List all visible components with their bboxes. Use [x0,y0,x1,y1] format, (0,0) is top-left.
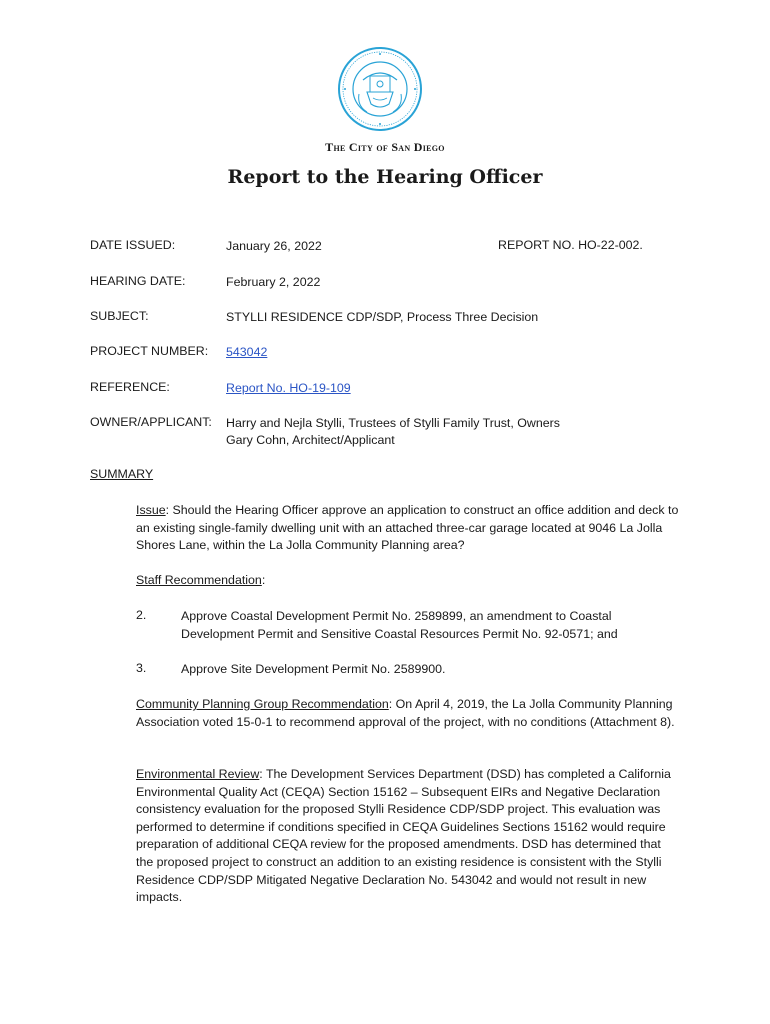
project-number-label: PROJECT NUMBER: [90,344,209,358]
report-number: REPORT NO. HO-22-002. [498,238,643,252]
environmental-review-paragraph [136,766,681,907]
owner-line-2: Gary Cohn, Architect/Applicant [226,433,395,447]
city-name: The City of San Diego [325,140,445,154]
list-item-number: 2. [136,608,147,622]
issue-label: Issue [136,503,166,517]
page-title: Report to the Hearing Officer [227,166,543,188]
reference-link[interactable]: Report No. HO-19-109 [226,381,351,395]
summary-heading: SUMMARY [90,467,154,481]
subject-value: STYLLI RESIDENCE CDP/SDP, Process Three Decision [226,310,539,324]
list-item-number: 3. [136,661,147,675]
env-label: Environmental Review [136,767,260,781]
hearing-date-label: HEARING DATE: [90,274,186,288]
env-text: : The Development Services Department (DSD) has completed a California Environmental Quality Act (CEQA) Section 15162 – Subsequent EIRs and Negative Declaration consistency evaluation for the proposed Stylli Residence CDP/SDP project. This evaluation was performed to determine if conditions specified in CEQA Guidelines Sections 15162 would require preparation of additional CEQA review for the proposed amendments. DSD has determined that the proposed project to construct an addition to an existing residence is consistent with the Stylli Residence CDP/SDP Mitigated Negative Declaration No. 543042 and would not result in new impacts. [136,767,671,905]
staff-recommendation: Staff Recommendation: [136,573,266,587]
cpg-text: : On April 4, 2019, the La Jolla Community Planning Association voted 15-0-1 to recommend approval of the project, with no conditions (Attachment 8). [136,697,675,729]
city-seal-icon [337,46,423,132]
hearing-date-value: February 2, 2022 [226,275,321,289]
staff-label: Staff Recommendation [136,573,262,587]
reference-label: REFERENCE: [90,380,170,394]
owner-label: OWNER/APPLICANT: [90,415,212,429]
issue-paragraph [136,502,681,555]
subject-label: SUBJECT: [90,309,149,323]
date-issued-value: January 26, 2022 [226,239,322,253]
project-number-link[interactable]: 543042 [226,345,268,359]
issue-text: : Should the Hearing Officer approve an application to construct an office addition and deck to an existing single-family dwelling unit with an attached three-car garage located at 9046 La Jolla Shores Lane, within the La Jolla Community Planning area? [136,503,679,553]
list-item-text: Approve Site Development Permit No. 2589900. [181,662,446,676]
cpg-label: Community Planning Group Recommendation [136,697,389,711]
date-issued-label: DATE ISSUED: [90,238,176,252]
owner-line-1: Harry and Nejla Stylli, Trustees of Stylli Family Trust, Owners [226,416,560,430]
list-item-text: Approve Coastal Development Permit No. 2589899, an amendment to Coastal Development Permit and Sensitive Coastal Resources Permit No. 92-0571; and [181,609,618,641]
cpg-paragraph [136,696,681,731]
